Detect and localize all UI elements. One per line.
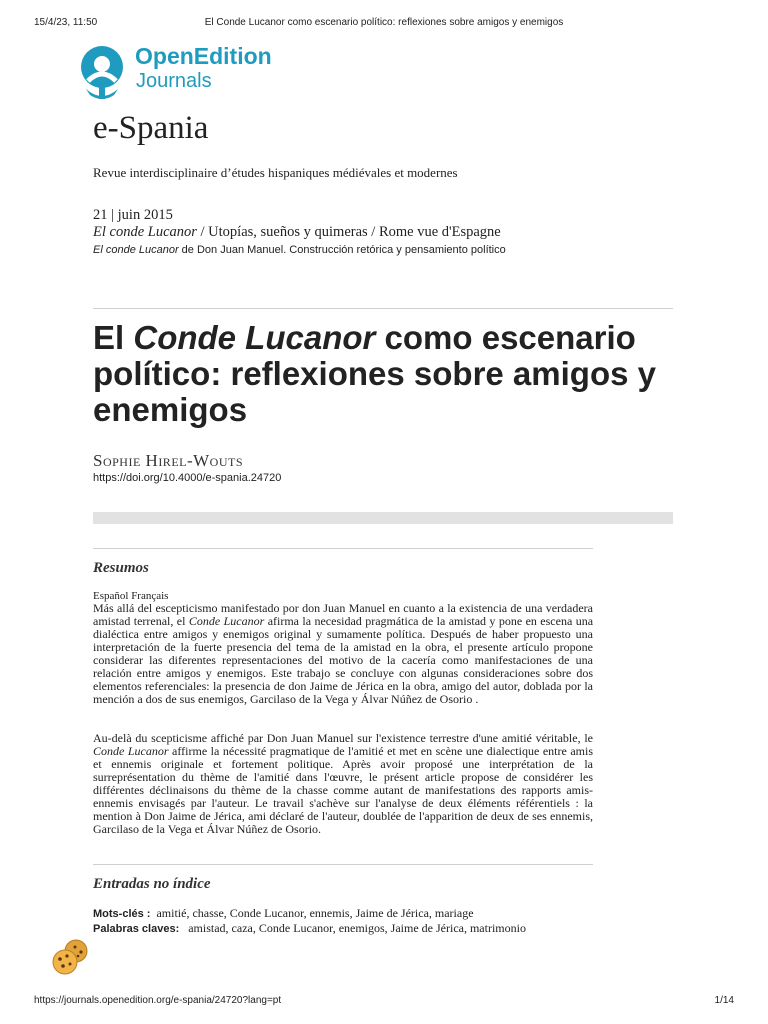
index-heading: Entradas no índice (93, 876, 211, 892)
issue-crumb-rest: / Utopías, sueños y quimeras / Rome vue d'Espagne (196, 224, 501, 240)
keywords-fr (93, 906, 474, 921)
issue-sub-italic: El conde Lucanor (93, 244, 179, 256)
title-pre: El (93, 319, 134, 356)
keywords-fr-values[interactable]: amitié, chasse, Conde Lucanor, ennemis, Jaime de Jérica, mariage (156, 906, 474, 920)
print-page-title: El Conde Lucanor como escenario político: reflexiones sobre amigos y enemigos (204, 17, 564, 28)
divider (93, 548, 593, 549)
keywords-fr-label: Mots-clés : (93, 908, 151, 920)
title-post: como escenario político: reflexiones sobre amigos y enemigos (93, 319, 656, 428)
openedition-flower-icon (78, 45, 130, 101)
issue-breadcrumb[interactable] (93, 224, 501, 241)
keywords-es (93, 921, 526, 936)
logo-sub: Journals (136, 70, 212, 92)
abstract-es-italic: Conde Lucanor (188, 614, 265, 628)
abstract-es (93, 602, 593, 706)
abstract-languages[interactable]: Español Français (93, 590, 169, 602)
article-title (93, 320, 663, 428)
separator-bar (93, 512, 673, 524)
abstract-fr-b: affirme la nécessité pragmatique de l'amitié et met en scène une dialectique entre amis et ennemis originale et fortement politique. Après avoir proposé une interprétation de la surreprésentation du thème de l'amitié dans l'œuvre, le présent article propose de considérer les différentes déclinaisons du thème de la chasse comme autant de manifestations des rapports amis-ennemis envisagés par l'auteur. Le travail s'achève sur l'analyse de deux éléments référentiels : la mention à Don Jaime de Jérica, ami déclaré de l'auteur, doublée de l'apparition de deux de ses ennemis, Garcilaso de la Vega et Álvar Núñez de Osorio. (93, 744, 594, 836)
abstract-es-a: Más allá del escepticismo manifestado por don Juan Manuel en cuanto a la existencia de una verdadera amistad terrenal, el (93, 601, 593, 628)
print-page-number: 1/14 (714, 995, 734, 1006)
abstract-fr-a: Au-delà du scepticisme affiché par Don Juan Manuel sur l'existence terrestre d'une amitié véritable, le (93, 731, 593, 745)
resumos-heading: Resumos (93, 560, 149, 576)
divider (93, 864, 593, 865)
divider (93, 308, 673, 309)
keywords-es-label: Palabras claves: (93, 923, 180, 935)
journal-name[interactable]: e-Spania (93, 110, 209, 146)
journal-subtitle: Revue interdisciplinaire d’études hispaniques médiévales et modernes (93, 165, 458, 180)
abstract-fr (93, 732, 593, 836)
title-italic: Conde Lucanor (133, 319, 376, 356)
article-doi[interactable]: https://doi.org/10.4000/e-spania.24720 (93, 472, 282, 484)
keywords-es-values[interactable]: amistad, caza, Conde Lucanor, enemigos, Jaime de Jérica, matrimonio (188, 921, 526, 935)
print-datetime: 15/4/23, 11:50 (34, 17, 98, 28)
cookie-consent-button[interactable] (50, 938, 92, 976)
issue-crumb-italic: El conde Lucanor (93, 224, 197, 240)
article-author[interactable]: Sophie Hirel-Wouts (93, 451, 244, 470)
issue-subtitle (93, 244, 506, 256)
logo-brand: OpenEdition (135, 43, 272, 69)
issue-sub-rest: de Don Juan Manuel. Construcción retórica y pensamiento político (178, 244, 506, 256)
openedition-logo[interactable] (78, 43, 308, 101)
cookie-icon (50, 938, 92, 976)
print-url: https://journals.openedition.org/e-spania/24720?lang=pt (34, 995, 282, 1006)
issue-number-date[interactable]: 21 | juin 2015 (93, 207, 173, 223)
abstract-es-b: afirma la necesidad pragmática de la amistad y pone en escena una dialéctica entre amigos y enemigos original y sumamente política. Después de haber propuesto una interpretación de la fuerte presencia del tema de la amistad en la obra, el presente artículo propone considerar las diferentes representaciones del motivo de la cacería como manifestaciones de una relación entre amigos y enemigos. Este trabajo se concluye con algunas consideraciones sobre dos elementos referenciales: la presencia de don Jaime de Jérica en la obra, amigo del autor, doblada por la mención a dos de sus enemigos, Garcilaso de la Vega y Álvar Núñez de Osorio . (93, 614, 594, 706)
abstract-fr-italic: Conde Lucanor (93, 744, 169, 758)
